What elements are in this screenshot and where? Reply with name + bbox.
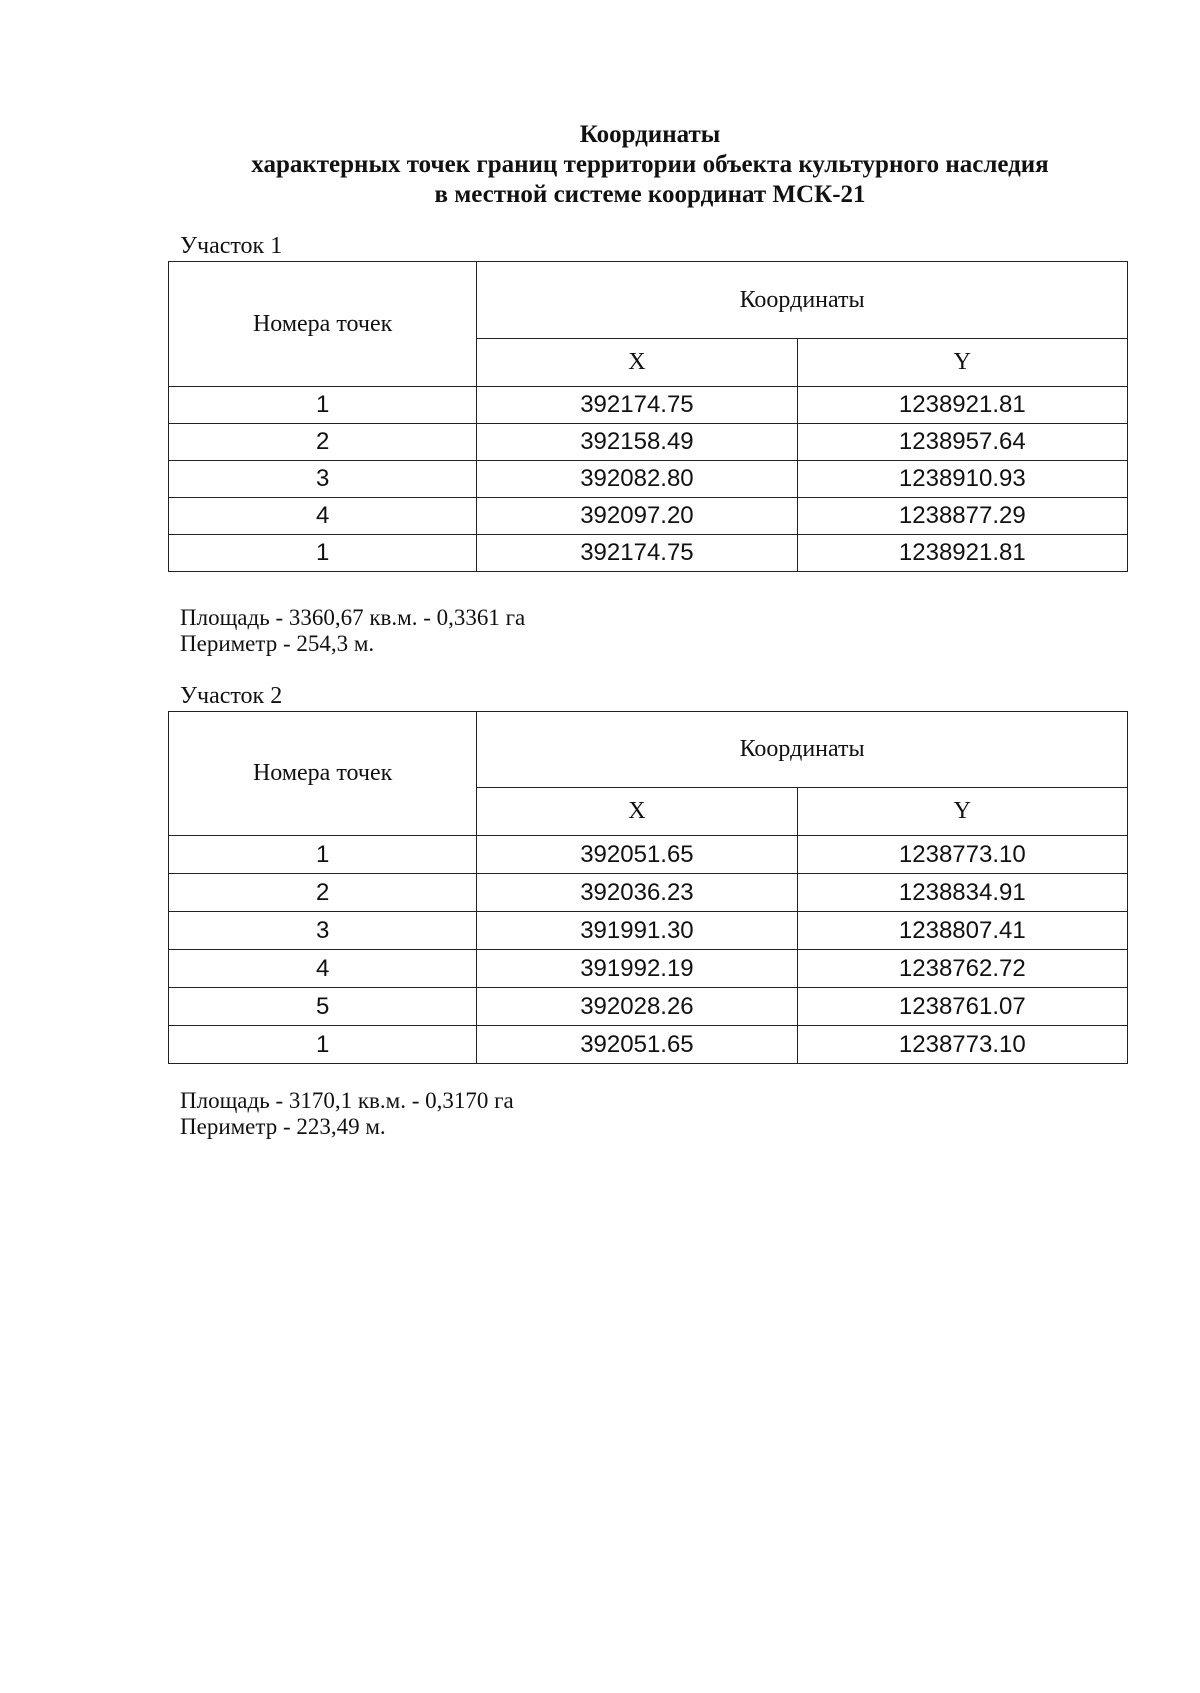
y-value: 1238773.10: [797, 836, 1127, 874]
y-value: 1238877.29: [797, 498, 1127, 535]
point-number: 2: [169, 874, 477, 912]
table-row: [169, 498, 1128, 535]
parcel-2-label: Участок 2: [180, 683, 283, 709]
header-y: Y: [797, 788, 1127, 836]
parcel-2-coordinates-table: [168, 711, 1128, 1064]
y-value: 1238761.07: [797, 988, 1127, 1026]
point-number: 3: [169, 461, 477, 498]
x-value: 391992.19: [477, 950, 797, 988]
point-number: 1: [169, 535, 477, 572]
table-row: [169, 424, 1128, 461]
y-value: 1238773.10: [797, 1026, 1127, 1064]
point-number: 4: [169, 950, 477, 988]
x-value: 392082.80: [477, 461, 797, 498]
parcel-1-label: Участок 1: [180, 233, 283, 259]
table-row: [169, 874, 1128, 912]
parcel-1-area: Площадь - 3360,67 кв.м. - 0,3361 га: [180, 605, 526, 630]
point-number: 3: [169, 912, 477, 950]
y-value: 1238834.91: [797, 874, 1127, 912]
x-value: 392174.75: [477, 535, 797, 572]
x-value: 392028.26: [477, 988, 797, 1026]
y-value: 1238807.41: [797, 912, 1127, 950]
x-value: 391991.30: [477, 912, 797, 950]
parcel-1-perimeter: Периметр - 254,3 м.: [180, 631, 375, 656]
header-x: X: [477, 339, 797, 387]
x-value: 392158.49: [477, 424, 797, 461]
title-line-2: характерных точек границ территории объекта культурного наследия: [251, 151, 1049, 178]
header-x: X: [477, 788, 797, 836]
point-number: 1: [169, 1026, 477, 1064]
y-value: 1238921.81: [797, 535, 1127, 572]
table-row: [169, 535, 1128, 572]
parcel-2-perimeter: Периметр - 223,49 м.: [180, 1114, 386, 1139]
table-row: [169, 950, 1128, 988]
parcel-1-coordinates-table: [168, 261, 1128, 572]
point-number: 1: [169, 387, 477, 424]
title-line-1: Координаты: [579, 121, 721, 148]
table-row: [169, 988, 1128, 1026]
point-number: 5: [169, 988, 477, 1026]
parcel-2-stats: [180, 1088, 514, 1140]
table-row: [169, 1026, 1128, 1064]
y-value: 1238957.64: [797, 424, 1127, 461]
x-value: 392036.23: [477, 874, 797, 912]
title-line-3: в местной системе координат МСК-21: [434, 181, 866, 208]
y-value: 1238762.72: [797, 950, 1127, 988]
table-row: [169, 912, 1128, 950]
point-number: 4: [169, 498, 477, 535]
document-title: [150, 120, 1150, 210]
table-row: [169, 387, 1128, 424]
y-value: 1238910.93: [797, 461, 1127, 498]
y-value: 1238921.81: [797, 387, 1127, 424]
point-number: 1: [169, 836, 477, 874]
table-row: [169, 461, 1128, 498]
parcel-1-stats: [180, 605, 525, 657]
table-row: [169, 836, 1128, 874]
parcel-2-area: Площадь - 3170,1 кв.м. - 0,3170 га: [180, 1088, 514, 1113]
header-point-numbers: Номера точек: [169, 262, 477, 387]
x-value: 392051.65: [477, 836, 797, 874]
header-point-numbers: Номера точек: [169, 712, 477, 836]
header-coordinates: Координаты: [477, 712, 1128, 788]
x-value: 392097.20: [477, 498, 797, 535]
header-y: Y: [797, 339, 1127, 387]
x-value: 392051.65: [477, 1026, 797, 1064]
point-number: 2: [169, 424, 477, 461]
x-value: 392174.75: [477, 387, 797, 424]
header-coordinates: Координаты: [477, 262, 1128, 339]
